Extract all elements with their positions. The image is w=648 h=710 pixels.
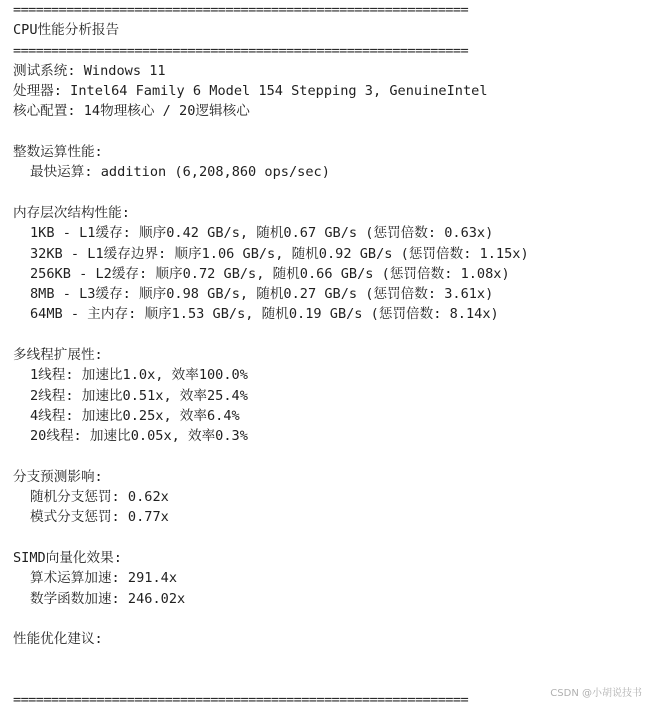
watermark: CSDN @小胡说技书: [550, 688, 642, 699]
system-cpu: 处理器: Intel64 Family 6 Model 154 Stepping 3, GenuineIntel: [13, 83, 488, 100]
separator-top: ============================================================: [13, 2, 469, 18]
separator-bottom: ============================================================: [13, 692, 469, 709]
system-cores: 核心配置: 14物理核心 / 20逻辑核心: [13, 103, 250, 120]
blank-line: [13, 528, 643, 548]
advice-item: [13, 650, 643, 670]
branch-random: 随机分支惩罚: 0.62x: [30, 489, 169, 506]
simd-math: 数学函数加速: 246.02x: [30, 590, 186, 607]
thread-row-4: 4线程: 加速比0.25x, 效率6.4%: [30, 407, 240, 424]
memory-row-l2: 256KB - L2缓存: 顺序0.72 GB/s, 随机0.66 GB/s (惩罚倍数: 1.08x): [30, 265, 510, 282]
console-output: [13, 0, 643, 710]
memory-row-l1-boundary: 32KB - L1缓存边界: 顺序1.06 GB/s, 随机0.92 GB/s (惩罚倍数: 1.15x): [30, 245, 529, 262]
blank-line: [13, 609, 643, 629]
thread-row-20: 20线程: 加速比0.05x, 效率0.3%: [30, 428, 248, 445]
memory-row-main: 64MB - 主内存: 顺序1.53 GB/s, 随机0.19 GB/s (惩罚倍数: 8.14x): [30, 306, 499, 323]
system-os: 测试系统: Windows 11: [13, 62, 166, 79]
thread-row-2: 2线程: 加速比0.51x, 效率25.4%: [30, 387, 248, 404]
blank-line: [13, 447, 643, 467]
threads-heading: 多线程扩展性:: [13, 347, 103, 364]
branch-pattern: 模式分支惩罚: 0.77x: [30, 509, 169, 526]
blank-line: [13, 122, 643, 142]
simd-arith: 算术运算加速: 291.4x: [30, 570, 178, 587]
memory-row-l1: 1KB - L1缓存: 顺序0.42 GB/s, 随机0.67 GB/s (惩罚倍数: 0.63x): [30, 225, 494, 242]
advice-item: [13, 670, 643, 690]
branch-heading: 分支预测影响:: [13, 468, 103, 485]
separator-title: ============================================================: [13, 42, 469, 59]
report-title: CPU性能分析报告: [13, 22, 120, 39]
advice-heading: 性能优化建议:: [13, 631, 103, 648]
memory-row-l3: 8MB - L3缓存: 顺序0.98 GB/s, 随机0.27 GB/s (惩罚倍数: 3.61x): [30, 286, 494, 303]
integer-heading: 整数运算性能:: [13, 144, 103, 161]
blank-line: [13, 183, 643, 203]
integer-fastest: 最快运算: addition (6,208,860 ops/sec): [30, 164, 330, 181]
simd-heading: SIMD向量化效果:: [13, 550, 122, 567]
blank-line: [13, 325, 643, 345]
memory-heading: 内存层次结构性能:: [13, 204, 130, 221]
thread-row-1: 1线程: 加速比1.0x, 效率100.0%: [30, 367, 248, 384]
